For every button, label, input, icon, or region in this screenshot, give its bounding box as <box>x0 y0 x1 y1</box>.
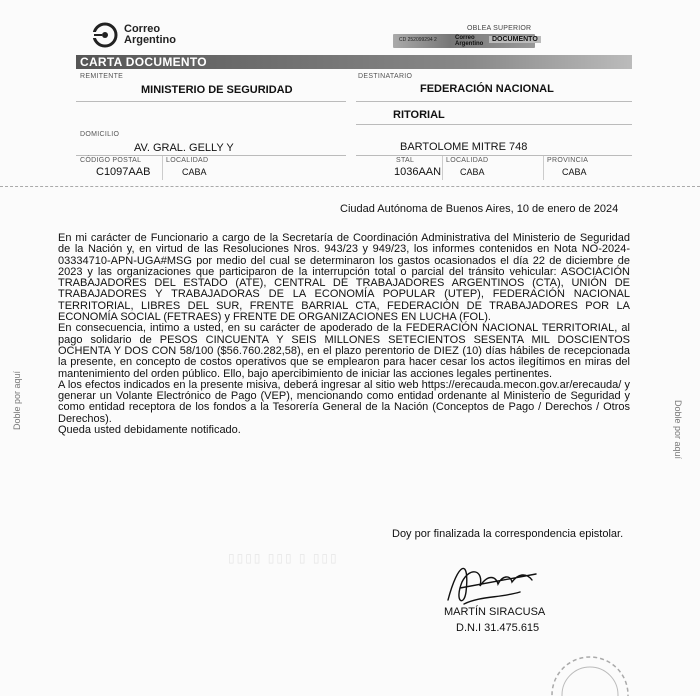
destinatario-cp-label: STAL <box>396 157 415 164</box>
closing-line: Doy por finalizada la correspondencia epistolar. <box>392 528 624 540</box>
fold-line <box>0 186 700 187</box>
provincia-divider <box>543 156 544 180</box>
remitente-cp: C1097AAB <box>96 166 151 178</box>
remitente-localidad: CABA <box>182 167 207 177</box>
paragraph-1: En mi carácter de Funcionario a cargo de la Secretaría de Coordinación Administrativa del Ministerio de Seguridad de la Nación y, en virtud de las Resoluciones Nros. 943/23 y 949/23, los informes contenidos en Nota NO-2024-03334710-APN-UGA#MSG por medio del cual se determinaron los gastos ocasionados el día 22 de diciembre de 2023 y las organizaciones que participaron de la interrupción total o parcial del tránsito vehicular: ASOCIACIÓN TRABAJADORES DEL ESTADO (ATE), CENTRAL DE TRABAJADORES ARGENTINOS (CTA), UNIÓN DE TRABAJADORES Y TRABAJADORAS DE LA ECONOMÍA POPULAR (UTEP), FEDERACIÓN NACIONAL TERRITORIAL, LIBRES DEL SUR, FRENTE BARRIAL CTA, FEDERACIÓN DE TRABAJADORES POR LA ECONOMÍA SOCIAL (FETRAES) y FRENTE DE ORGANIZACIONES EN LUCHA (FOL). <box>58 232 630 324</box>
oblea-doc-label: DOCUMENTO <box>489 36 541 43</box>
document-title: CARTA DOCUMENTO <box>80 55 207 69</box>
oblea-brand-line2: Argentino <box>455 41 484 47</box>
destinatario-cp-divider <box>442 156 443 180</box>
oblea-brand <box>455 35 483 47</box>
destinatario-localidad: CABA <box>460 167 485 177</box>
remitente-domicilio: AV. GRAL. GELLY Y <box>134 142 234 154</box>
localidad-label: LOCALIDAD <box>166 157 209 164</box>
oblea-brand-line1: Correo <box>455 35 475 41</box>
destinatario-provincia: CABA <box>562 167 587 177</box>
paragraph-3: A los efectos indicados en la presente misiva, deberá ingresar al sitio web https://erecauda.mecon.gov.ar/erecauda/ y generar un Volante Electrónico de Pago (VEP), mencionando como entidad ordenante al Ministerio de Seguridad y como entidad receptora de los fondos a la Tesorería General de la Nación (Conceptos de Pago / Derechos / Otros Derechos). <box>58 378 630 425</box>
cp-divider <box>162 156 163 180</box>
remitente-rule <box>76 101 346 102</box>
provincia-label: PROVINCIA <box>547 157 589 164</box>
signature-scribble <box>440 552 550 612</box>
oblea-label: OBLEA SUPERIOR <box>467 25 532 32</box>
cp-label: CÓDIGO POSTAL <box>80 157 142 164</box>
paragraph-2: En consecuencia, intimo a usted, en su carácter de apoderado de la FEDERACIÓN NACIONAL TERRITORIAL, al pago solidario de PESOS CINCUENTA Y SEIS MILLONES SETECIENTOS SESENTA MIL DOSCIENTOS OCHENTA Y DOS CON 58/100 ($56.760.282,58), en el plazo perentorio de DIEZ (10) días hábiles de recepcionada la presente, en concepto de costos operativos que se emplearon para hacer cesar los actos ilegítimos en miras del mantenimiento del orden público. Ello, bajo apercibimiento de iniciar las acciones legales pertinentes. <box>58 322 630 380</box>
paragraph-4: Queda usted debidamente notificado. <box>58 424 241 437</box>
postal-stamp-icon <box>545 650 635 696</box>
fold-hint-left: Doble por aquí <box>12 370 22 430</box>
letter-body <box>58 233 630 436</box>
remitente-name: MINISTERIO DE SEGURIDAD <box>141 84 293 96</box>
letter-date: Ciudad Autónoma de Buenos Aires, 10 de enero de 2024 <box>340 203 619 215</box>
logo-line2: Argentino <box>124 34 176 46</box>
domicilio-rule <box>76 155 346 156</box>
correo-logo-icon <box>92 22 118 48</box>
fold-hint-right: Doble por aquí <box>673 400 683 460</box>
signer-dni: D.N.I 31.475.615 <box>456 622 540 634</box>
correo-argentino-logo <box>92 22 176 48</box>
destinatario-name-line1: FEDERACIÓN NACIONAL <box>420 83 554 95</box>
destinatario-label: DESTINATARIO <box>358 73 413 80</box>
destinatario-rule-2 <box>356 124 632 125</box>
destinatario-domicilio-rule <box>356 155 632 156</box>
title-band <box>76 55 632 69</box>
destinatario-cp: 1036AAN <box>394 166 442 178</box>
destinatario-domicilio: BARTOLOME MITRE 748 <box>400 141 528 153</box>
oblea-superior <box>393 25 538 52</box>
destinatario-rule <box>356 101 632 102</box>
ghost-imprint: ▯▯▯▯ ▯▯▯ ▯ ▯▯▯ <box>228 551 339 565</box>
remitente-label: REMITENTE <box>80 73 124 80</box>
signer-name: MARTÍN SIRACUSA <box>444 606 546 618</box>
oblea-code: CD 252099294 2 <box>399 37 437 43</box>
domicilio-label: DOMICILIO <box>80 131 120 138</box>
destinatario-name-line2: RITORIAL <box>393 109 445 121</box>
destinatario-localidad-label: LOCALIDAD <box>446 157 489 164</box>
logo-line1: Correo <box>124 23 161 35</box>
